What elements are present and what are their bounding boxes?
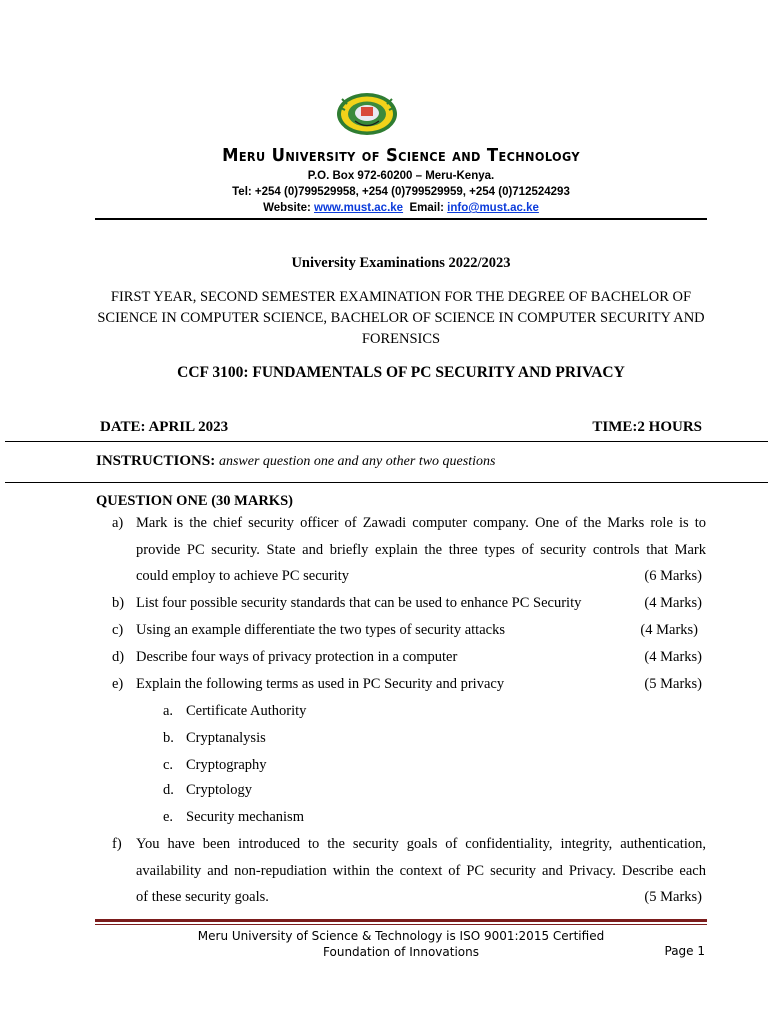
email-link[interactable]: info@must.ac.ke: [447, 202, 539, 214]
term-cryptanalysis: Cryptanalysis: [186, 730, 266, 746]
website-link[interactable]: www.must.ac.ke: [314, 202, 404, 214]
question-e-label: e): [112, 676, 124, 692]
degree-description: FIRST YEAR, SECOND SEMESTER EXAMINATION FOR THE DEGREE OF BACHELOR OF SCIENCE IN COMPUTER SCIENCE, BACHELOR OF SCIENCE IN COMPUTER SECURITY AND FORENSICS: [97, 289, 705, 347]
email-label: Email:: [409, 202, 444, 214]
telephone-numbers: Tel: +254 (0)799529958, +254 (0)799529959, +254 (0)712524293: [232, 186, 570, 198]
term-label: e.: [163, 809, 174, 825]
question-b-label: b): [112, 595, 125, 611]
course-title: CCF 3100: FUNDAMENTALS OF PC SECURITY AND PRIVACY: [177, 364, 625, 381]
question-c-text: Using an example differentiate the two types of security attacks: [136, 622, 505, 638]
footer-divider: [95, 919, 707, 922]
postal-address: P.O. Box 972-60200 – Meru-Kenya.: [307, 170, 495, 182]
term-label: b.: [163, 730, 174, 746]
instructions: [96, 453, 495, 470]
website-label: Website:: [263, 202, 311, 214]
question-b-marks: (4 Marks): [644, 595, 702, 611]
footer-tagline: Foundation of Innovations: [323, 945, 479, 959]
question-f-line2: availability and non-repudiation within the context of PC security and Privacy. Describe each: [136, 863, 706, 879]
term-security-mechanism: Security mechanism: [186, 809, 304, 825]
page-number: Page 1: [664, 944, 705, 958]
question-f-label: f): [112, 836, 122, 852]
question-d-label: d): [112, 649, 125, 665]
exam-session-title: University Examinations 2022/2023: [291, 255, 511, 271]
instructions-divider: [5, 482, 768, 483]
question-a-line1: Mark is the chief security officer of Zawadi computer company. One of the Marks role is to: [136, 515, 706, 531]
term-cryptography: Cryptography: [186, 757, 267, 773]
question-d-marks: (4 Marks): [644, 649, 702, 665]
contact-line: [0, 202, 768, 214]
question-c-label: c): [112, 622, 124, 638]
question-a-label: a): [112, 515, 124, 531]
instructions-text: answer question one and any other two questions: [218, 454, 496, 469]
question-c-marks: (4 Marks): [640, 622, 698, 638]
question-b-text: List four possible security standards that can be used to enhance PC Security: [136, 595, 582, 611]
question-one-heading: QUESTION ONE (30 MARKS): [96, 493, 293, 509]
footer-certification: Meru University of Science & Technology is ISO 9001:2015 Certified: [197, 929, 605, 943]
term-label: d.: [163, 782, 174, 798]
term-certificate-authority: Certificate Authority: [186, 703, 307, 719]
question-a-marks: (6 Marks): [644, 568, 702, 584]
instructions-label: INSTRUCTIONS:: [96, 453, 216, 469]
exam-date: DATE: APRIL 2023: [100, 419, 229, 435]
header-divider: [95, 218, 707, 220]
question-a-line2: provide PC security. State and briefly explain the three types of security controls that Mark: [136, 542, 706, 558]
university-crest-icon: [333, 90, 401, 138]
footer-divider-thin: [95, 924, 707, 925]
university-name: Meru University of Science and Technology: [222, 146, 580, 166]
question-f-marks: (5 Marks): [644, 889, 702, 905]
question-d-text: Describe four ways of privacy protection in a computer: [136, 649, 458, 665]
exam-duration: TIME:2 HOURS: [592, 419, 702, 435]
date-divider: [5, 441, 768, 442]
question-e-text: Explain the following terms as used in PC Security and privacy: [136, 676, 505, 692]
term-label: a.: [163, 703, 174, 719]
term-label: c.: [163, 757, 174, 773]
question-a-line3: could employ to achieve PC security: [136, 568, 350, 584]
term-cryptology: Cryptology: [186, 782, 253, 798]
question-e-marks: (5 Marks): [644, 676, 702, 692]
question-f-line3: of these security goals.: [136, 889, 269, 905]
question-f-line1: You have been introduced to the security goals of confidentiality, integrity, authentication,: [136, 836, 706, 852]
